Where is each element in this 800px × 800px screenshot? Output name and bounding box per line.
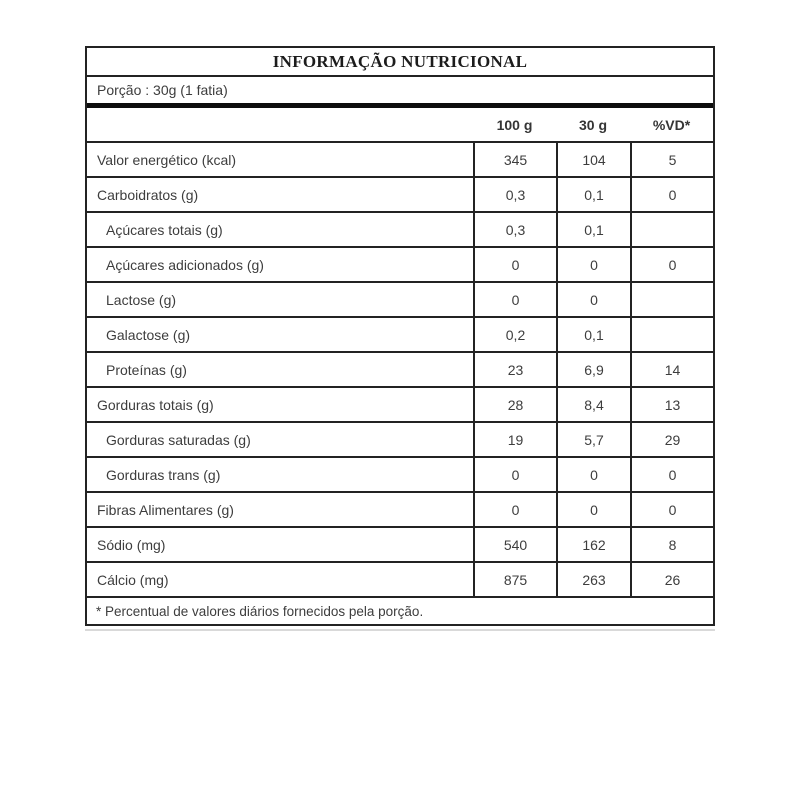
row-label: Galactose (g) [106, 326, 191, 343]
row-value-100g: 28 [473, 388, 556, 421]
row-value-100g: 23 [473, 353, 556, 386]
row-value-100g: 345 [473, 143, 556, 176]
row-value-vd: 0 [630, 493, 713, 526]
row-value-100g: 0,3 [473, 213, 556, 246]
table-row [87, 318, 713, 353]
row-value-30g: 8,4 [556, 388, 630, 421]
column-header-100g: 100 g [496, 116, 533, 133]
table-row [87, 283, 713, 318]
row-label: Sódio (mg) [97, 536, 166, 553]
table-row [87, 248, 713, 283]
row-value-30g: 0,1 [556, 178, 630, 211]
header-spacer [87, 108, 473, 141]
row-label: Lactose (g) [106, 291, 177, 308]
row-label: Gorduras saturadas (g) [106, 431, 251, 448]
table-row [87, 178, 713, 213]
row-value-30g: 104 [556, 143, 630, 176]
column-header-30g: 30 g [578, 116, 607, 133]
row-value-vd: 13 [630, 388, 713, 421]
row-value-30g: 0,1 [556, 318, 630, 351]
row-value-100g: 0,2 [473, 318, 556, 351]
row-value-30g: 0 [556, 283, 630, 316]
nutrition-facts-table [85, 46, 715, 626]
row-value-100g: 0 [473, 493, 556, 526]
table-row [87, 143, 713, 178]
row-label: Fibras Alimentares (g) [97, 501, 234, 518]
row-label: Açúcares adicionados (g) [106, 256, 264, 273]
row-value-100g: 19 [473, 423, 556, 456]
row-value-vd [630, 318, 713, 351]
table-row [87, 493, 713, 528]
column-header-vd: %VD* [652, 116, 691, 133]
table-row [87, 388, 713, 423]
row-value-30g: 0,1 [556, 213, 630, 246]
row-label: Gorduras trans (g) [106, 466, 221, 483]
row-value-vd: 0 [630, 178, 713, 211]
table-row [87, 353, 713, 388]
row-label: Proteínas (g) [106, 361, 187, 378]
row-value-30g: 5,7 [556, 423, 630, 456]
row-value-30g: 162 [556, 528, 630, 561]
row-value-vd: 14 [630, 353, 713, 386]
row-label: Valor energético (kcal) [97, 151, 237, 168]
table-row [87, 213, 713, 248]
row-value-100g: 0 [473, 458, 556, 491]
table-row [87, 458, 713, 493]
table-body [87, 143, 713, 598]
table-row [87, 563, 713, 598]
row-value-vd [630, 283, 713, 316]
row-value-vd: 8 [630, 528, 713, 561]
row-label: Gorduras totais (g) [97, 396, 214, 413]
row-value-100g: 875 [473, 563, 556, 596]
row-value-vd: 0 [630, 248, 713, 281]
row-value-vd [630, 213, 713, 246]
row-value-30g: 0 [556, 458, 630, 491]
table-title: INFORMAÇÃO NUTRICIONAL [87, 48, 713, 77]
row-value-vd: 5 [630, 143, 713, 176]
row-value-30g: 0 [556, 248, 630, 281]
row-value-30g: 6,9 [556, 353, 630, 386]
row-value-30g: 0 [556, 493, 630, 526]
row-value-100g: 0,3 [473, 178, 556, 211]
row-label: Açúcares totais (g) [106, 221, 223, 238]
row-value-vd: 29 [630, 423, 713, 456]
row-label: Cálcio (mg) [97, 571, 169, 588]
row-value-30g: 263 [556, 563, 630, 596]
row-value-vd: 0 [630, 458, 713, 491]
table-row [87, 528, 713, 563]
row-value-100g: 540 [473, 528, 556, 561]
footnote: * Percentual de valores diários fornecidos pela porção. [96, 603, 424, 619]
serving-size: Porção : 30g (1 fatia) [87, 77, 713, 108]
row-value-vd: 26 [630, 563, 713, 596]
row-label: Carboidratos (g) [97, 186, 199, 203]
row-value-100g: 0 [473, 283, 556, 316]
row-value-100g: 0 [473, 248, 556, 281]
table-row [87, 423, 713, 458]
column-header-row [87, 108, 713, 143]
